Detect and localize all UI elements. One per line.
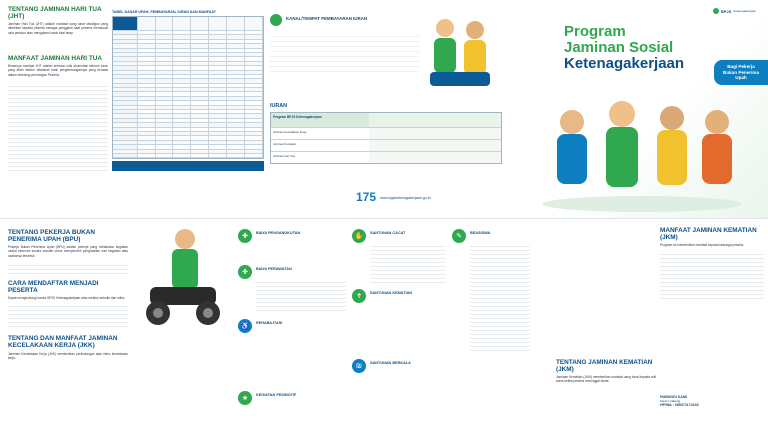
daftar-body: Dapat menghubungi kantor BPJS Ketenagakerjaan atau melalui website dan mitra. xyxy=(8,296,126,301)
text-block-decor xyxy=(8,262,128,274)
iuran-row xyxy=(271,151,501,163)
jkm2-title: TENTANG JAMINAN KEMATIAN (JKM) xyxy=(556,359,653,374)
call-center-number: 175 xyxy=(356,190,377,204)
workers-illustration xyxy=(420,8,500,98)
cover-illustration xyxy=(532,92,752,212)
table-grid xyxy=(112,16,264,159)
iuran-row xyxy=(271,139,501,151)
contact-block xyxy=(660,395,764,436)
text-block-decor xyxy=(470,243,530,353)
hub-name: Kantor Cabang xyxy=(660,399,681,403)
iuran-row xyxy=(271,127,501,139)
cover-title xyxy=(564,24,684,71)
rider-illustration xyxy=(130,221,230,341)
jkm2-body: Jaminan Kematian (JKM) memberikan manfaat uang tunai kepada ahli waris ketika peserta meninggal dunia. xyxy=(556,375,656,384)
kematian-icon: ✝ xyxy=(352,289,366,303)
cover-title-line1: Program xyxy=(564,23,626,40)
benefit-label: KEGIATAN PROMOTIF xyxy=(256,393,297,397)
brand-sub: Ketenagakerjaan xyxy=(733,9,756,13)
benefits-panel xyxy=(232,219,532,436)
panel-jht xyxy=(8,0,108,218)
text-block-decor xyxy=(256,279,346,313)
iuran-cell: Jaminan Kecelakaan Kerja xyxy=(273,130,307,134)
text-block-decor xyxy=(8,303,128,327)
cover-badge: Bagi Pekerja Bukan Penerima Upah xyxy=(714,60,768,85)
iuran-cell-head: Program BPJS Ketenagakerjaan xyxy=(271,113,369,127)
promotif-icon: ★ xyxy=(238,391,252,405)
cover-title-line3: Ketenagakerjaan xyxy=(564,54,685,72)
rehab-icon: ♿ xyxy=(238,319,252,333)
jkm-title: MANFAAT JAMINAN KEMATIAN (JKM) xyxy=(660,227,757,242)
kanal-list xyxy=(270,32,420,72)
iuran-row xyxy=(271,113,501,127)
table-row xyxy=(113,154,263,158)
jkm-body: Program ini memberikan manfaat kepada keluarga peserta. xyxy=(660,243,744,248)
jkk-title: TENTANG DAN MANFAAT JAMINAN KECELAKAAN KERJA (JKK) xyxy=(8,335,118,350)
table-dasar-upah xyxy=(112,10,264,171)
kanal-icon xyxy=(270,14,282,26)
daftar-title: CARA MENDAFTAR MENJADI PESERTA xyxy=(8,280,99,295)
cover-panel xyxy=(512,0,768,218)
hub-phone: HP/WA : 085371174243 xyxy=(660,403,699,408)
bpu-title: TENTANG PEKERJA BUKAN PENERIMA UPAH (BPU) xyxy=(8,229,95,244)
ambulance-icon: ✚ xyxy=(238,229,252,243)
jht-manfaat-title: MANFAAT JAMINAN HARI TUA xyxy=(8,55,102,63)
panel-bpu xyxy=(8,219,128,436)
bpu-body: Pekerja Bukan Penerima Upah (BPU) adalah pekerja yang melakukan kegiatan usaha ekonomi secara mandiri untuk memperoleh penghasilan dari kegiatan atau usahanya tersebut. xyxy=(8,245,128,258)
iuran-table xyxy=(270,112,502,164)
cacat-icon: ✋ xyxy=(352,229,366,243)
benefit-label: SANTUNAN KEMATIAN xyxy=(370,291,413,295)
text-block-decor xyxy=(8,83,108,173)
kanal-title: KANAL/TEMPAT PEMBAYARAN IURAN xyxy=(286,16,367,21)
benefit-label: BEASISWA xyxy=(470,231,491,235)
benefit-label: SANTUNAN BERKALA xyxy=(370,361,411,365)
hospital-icon: ✚ xyxy=(238,265,252,279)
iuran-cell: Jaminan Hari Tua xyxy=(273,154,295,158)
brand-logo xyxy=(713,8,756,14)
table-header xyxy=(113,17,263,31)
benefit-label: BIAYA PENGANGKUTAN xyxy=(256,231,301,235)
jkk-body: Jaminan Kecelakaan Kerja (JKK) memberikan perlindungan atas risiko kecelakaan kerja. xyxy=(8,351,128,360)
cover-title-line2: Jaminan Sosial xyxy=(564,38,674,56)
text-block-decor xyxy=(370,243,446,283)
benefit-label: REHABILITASI xyxy=(256,321,283,325)
logo-mark-icon xyxy=(713,8,719,14)
panel-kanal-iuran xyxy=(270,0,510,218)
table-title: TABEL DASAR UPAH, PEMBAYARAN, IURAN DAN MANFAAT xyxy=(112,10,216,14)
table-footer xyxy=(112,161,264,171)
jht-title: TENTANG JAMINAN HARI TUA (JHT) xyxy=(8,6,102,21)
beasiswa-icon: ✎ xyxy=(452,229,466,243)
jht-body: Jaminan Hari Tua (JHT) adalah manfaat uang tunai sekaligus yang diberikan kepada peserta sebagai pengganti saat peserta memasuki usia pensiun atau mengalami cacat total tetap. xyxy=(8,22,108,35)
benefit-label: BIAYA PERAWATAN xyxy=(256,267,292,271)
text-block-decor xyxy=(660,251,764,301)
iuran-cell: Jaminan Kematian xyxy=(273,142,297,146)
jht-manfaat-body: Besarnya manfaat JHT adalah sebesar nilai akumulasi seluruh iuran yang telah disetor ditambah hasil pengembangannya yang tercatat dalam rekening perorangan Peserta. xyxy=(8,64,108,77)
brand-name: BPJS xyxy=(720,8,732,14)
hub-title: HUBUNGI KAMI xyxy=(660,395,687,399)
brochure-inside xyxy=(0,218,768,436)
benefit-label: SANTUNAN CACAT xyxy=(370,231,406,235)
website-link[interactable]: www.bpjsketenagakerjaan.go.id xyxy=(380,196,431,200)
iuran-title: IURAN xyxy=(270,103,288,109)
berkala-icon: ₪ xyxy=(352,359,366,373)
panel-jkm-about xyxy=(556,359,656,436)
